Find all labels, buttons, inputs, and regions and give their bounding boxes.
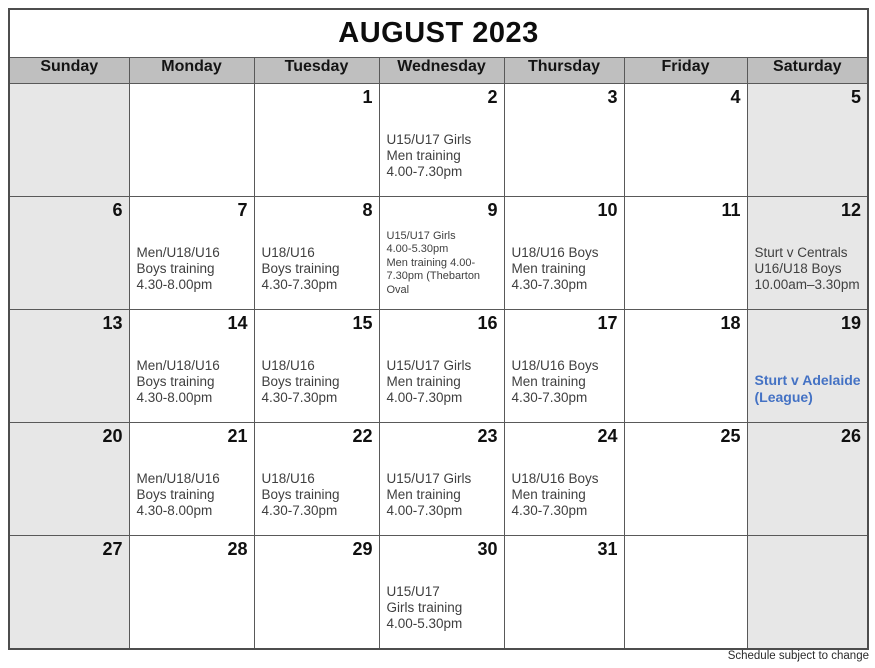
day-cell-1 bbox=[254, 84, 379, 197]
event-line: 7.30pm (Thebarton bbox=[386, 270, 481, 283]
week-row-2 bbox=[9, 197, 868, 310]
event-line: Boys training bbox=[136, 487, 215, 503]
event-line: U15/U17 Girls bbox=[386, 358, 472, 373]
week-row-3 bbox=[9, 310, 868, 423]
day-cell-25 bbox=[624, 423, 747, 536]
date-number: 11 bbox=[721, 200, 741, 220]
day-cell-29 bbox=[254, 536, 379, 650]
day-cell-20 bbox=[9, 423, 129, 536]
day-cell-30 bbox=[379, 536, 504, 650]
event-line: Men training bbox=[386, 374, 461, 390]
calendar-title: AUGUST 2023 bbox=[9, 9, 868, 58]
day-cell-12 bbox=[747, 197, 868, 310]
event-text bbox=[748, 245, 868, 294]
date-number: 2 bbox=[487, 87, 498, 107]
event-line: 4.30-7.30pm bbox=[261, 390, 338, 406]
day-cell-28 bbox=[129, 536, 254, 650]
event-line: Boys training bbox=[261, 374, 340, 390]
event-line: 4.30-8.00pm bbox=[136, 390, 213, 406]
day-cell-11 bbox=[624, 197, 747, 310]
week-row-4 bbox=[9, 423, 868, 536]
event-line: Men/U18/U16 bbox=[136, 358, 220, 373]
event-text bbox=[380, 230, 504, 297]
event-line: 4.30-7.30pm bbox=[261, 277, 338, 293]
date-number: 12 bbox=[841, 200, 862, 220]
day-header-friday: Friday bbox=[624, 58, 747, 84]
day-header-monday: Monday bbox=[129, 58, 254, 84]
event-line: 4.30-8.00pm bbox=[136, 277, 213, 293]
event-line: U15/U17 Girls bbox=[386, 132, 472, 147]
event-line: Boys training bbox=[136, 374, 215, 390]
event-line: U16/U18 Boys bbox=[754, 261, 842, 277]
day-cell-3 bbox=[504, 84, 624, 197]
event-line: 4.00-5.30pm bbox=[386, 243, 449, 256]
date-number: 5 bbox=[851, 87, 862, 107]
day-cell-17 bbox=[504, 310, 624, 423]
event-line: 4.30-7.30pm bbox=[261, 503, 338, 519]
day-header-wednesday: Wednesday bbox=[379, 58, 504, 84]
date-number bbox=[10, 84, 129, 108]
event-line: U15/U17 Girls bbox=[386, 471, 472, 486]
event-line: Sturt v Centrals bbox=[754, 245, 848, 260]
event-text bbox=[130, 245, 254, 294]
event-line: Boys training bbox=[136, 261, 215, 277]
calendar-body bbox=[9, 84, 868, 650]
day-cell-16 bbox=[379, 310, 504, 423]
date-number: 13 bbox=[102, 313, 123, 333]
date-number: 21 bbox=[227, 426, 248, 446]
event-line: U18/U16 bbox=[261, 358, 315, 373]
date-number: 9 bbox=[487, 200, 498, 220]
footer-note: Schedule subject to change bbox=[727, 650, 869, 662]
event-line: U15/U17 bbox=[386, 584, 440, 599]
week-row-1 bbox=[9, 84, 868, 197]
date-number: 20 bbox=[102, 426, 123, 446]
event-line: Men training bbox=[386, 148, 461, 164]
calendar-table bbox=[8, 8, 869, 650]
day-header-tuesday: Tuesday bbox=[254, 58, 379, 84]
date-number: 22 bbox=[352, 426, 373, 446]
day-cell-empty bbox=[9, 84, 129, 197]
event-line: U18/U16 Boys bbox=[511, 471, 599, 486]
date-number: 24 bbox=[597, 426, 618, 446]
day-header-sunday: Sunday bbox=[9, 58, 129, 84]
day-cell-22 bbox=[254, 423, 379, 536]
event-text bbox=[255, 471, 379, 520]
day-cell-15 bbox=[254, 310, 379, 423]
date-number bbox=[625, 536, 747, 560]
date-number: 26 bbox=[841, 426, 862, 446]
event-text bbox=[130, 358, 254, 407]
date-number: 16 bbox=[477, 313, 498, 333]
event-text bbox=[380, 132, 504, 181]
date-number: 17 bbox=[597, 313, 618, 333]
date-number: 31 bbox=[597, 539, 618, 559]
day-cell-empty bbox=[624, 536, 747, 650]
date-number: 1 bbox=[362, 87, 373, 107]
date-number: 6 bbox=[112, 200, 123, 220]
event-line: Men training bbox=[511, 487, 586, 503]
event-line: Men/U18/U16 bbox=[136, 245, 220, 260]
day-header-row bbox=[9, 58, 868, 84]
event-text bbox=[380, 471, 504, 520]
event-line: U18/U16 Boys bbox=[511, 358, 599, 373]
event-line: 4.30-7.30pm bbox=[511, 503, 588, 519]
event-line: 4.00-7.30pm bbox=[386, 164, 463, 180]
event-text bbox=[130, 471, 254, 520]
date-number: 7 bbox=[237, 200, 248, 220]
day-cell-4 bbox=[624, 84, 747, 197]
event-line: U18/U16 Boys bbox=[511, 245, 599, 260]
day-cell-8 bbox=[254, 197, 379, 310]
event-line: 4.30-8.00pm bbox=[136, 503, 213, 519]
date-number: 30 bbox=[477, 539, 498, 559]
event-text bbox=[380, 358, 504, 407]
event-line: Men training bbox=[511, 261, 586, 277]
day-cell-18 bbox=[624, 310, 747, 423]
event-line: Girls training bbox=[386, 600, 463, 616]
date-number: 8 bbox=[362, 200, 373, 220]
date-number: 14 bbox=[227, 313, 248, 333]
event-line: 4.00-7.30pm bbox=[386, 503, 463, 519]
day-cell-10 bbox=[504, 197, 624, 310]
day-cell-5 bbox=[747, 84, 868, 197]
event-text bbox=[748, 372, 868, 406]
day-cell-26 bbox=[747, 423, 868, 536]
day-cell-31 bbox=[504, 536, 624, 650]
event-text bbox=[255, 358, 379, 407]
event-text bbox=[380, 584, 504, 633]
day-cell-empty bbox=[747, 536, 868, 650]
date-number bbox=[748, 536, 868, 560]
day-cell-21 bbox=[129, 423, 254, 536]
day-cell-14 bbox=[129, 310, 254, 423]
event-line: 4.30-7.30pm bbox=[511, 277, 588, 293]
date-number: 10 bbox=[597, 200, 618, 220]
event-line: 4.00-5.30pm bbox=[386, 616, 463, 632]
day-cell-13 bbox=[9, 310, 129, 423]
event-line: Men training bbox=[511, 374, 586, 390]
title-row bbox=[9, 9, 868, 58]
event-line: Boys training bbox=[261, 487, 340, 503]
event-line: Boys training bbox=[261, 261, 340, 277]
date-number: 25 bbox=[720, 426, 741, 446]
event-line: (League) bbox=[754, 388, 813, 405]
day-cell-23 bbox=[379, 423, 504, 536]
day-cell-19 bbox=[747, 310, 868, 423]
date-number: 4 bbox=[730, 87, 741, 107]
event-line: U18/U16 bbox=[261, 245, 315, 260]
event-text bbox=[505, 358, 624, 407]
event-text bbox=[505, 245, 624, 294]
event-line: 10.00am–3.30pm bbox=[754, 277, 860, 293]
day-cell-empty bbox=[129, 84, 254, 197]
date-number: 23 bbox=[477, 426, 498, 446]
date-number: 15 bbox=[352, 313, 373, 333]
day-cell-7 bbox=[129, 197, 254, 310]
day-cell-27 bbox=[9, 536, 129, 650]
date-number bbox=[130, 84, 254, 108]
event-line: U15/U17 Girls bbox=[386, 230, 456, 242]
day-header-saturday: Saturday bbox=[747, 58, 868, 84]
day-cell-6 bbox=[9, 197, 129, 310]
date-number: 19 bbox=[841, 313, 862, 333]
date-number: 27 bbox=[102, 539, 123, 559]
event-line: Men training 4.00- bbox=[386, 256, 476, 269]
day-cell-24 bbox=[504, 423, 624, 536]
date-number: 3 bbox=[607, 87, 618, 107]
event-text bbox=[505, 471, 624, 520]
event-line: Oval bbox=[386, 283, 410, 296]
event-text bbox=[255, 245, 379, 294]
event-line: Men training bbox=[386, 487, 461, 503]
event-line: U18/U16 bbox=[261, 471, 315, 486]
event-line: 4.30-7.30pm bbox=[511, 390, 588, 406]
day-cell-9 bbox=[379, 197, 504, 310]
week-row-5 bbox=[9, 536, 868, 650]
event-line: 4.00-7.30pm bbox=[386, 390, 463, 406]
day-header-thursday: Thursday bbox=[504, 58, 624, 84]
date-number: 18 bbox=[720, 313, 741, 333]
day-cell-2 bbox=[379, 84, 504, 197]
date-number: 29 bbox=[352, 539, 373, 559]
date-number: 28 bbox=[227, 539, 248, 559]
event-line: Sturt v Adelaide bbox=[754, 372, 861, 388]
event-line: Men/U18/U16 bbox=[136, 471, 220, 486]
